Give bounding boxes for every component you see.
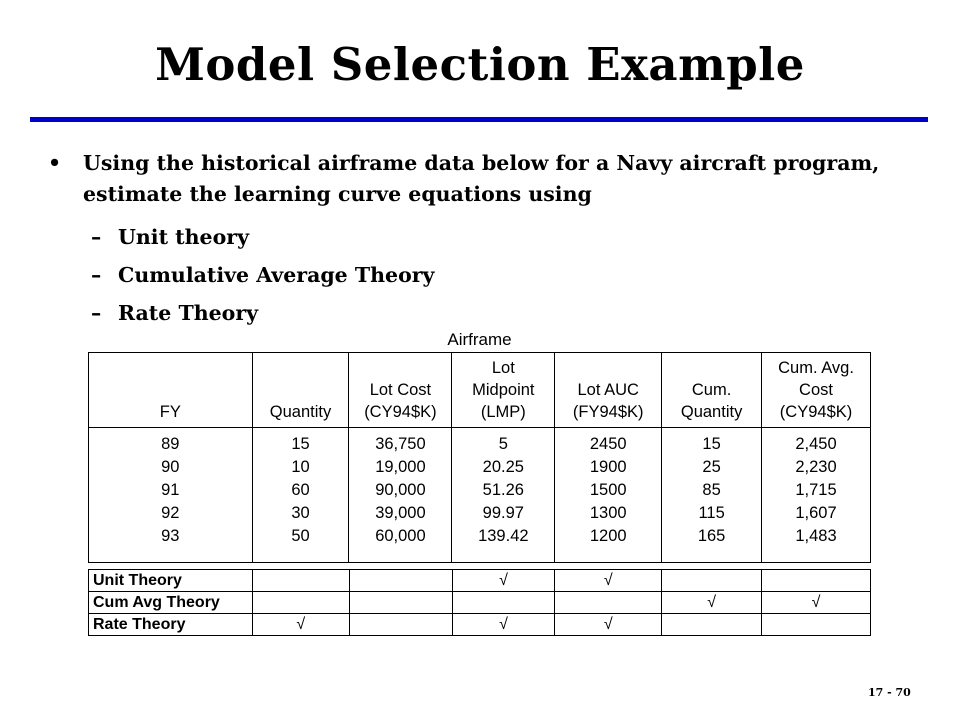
cell-lot-auc: 1200 bbox=[555, 525, 662, 563]
bullet-text: Using the historical airframe data below for a Navy aircraft program, estimate the learning curve equations using bbox=[83, 151, 880, 206]
cell-cum-quantity: 165 bbox=[662, 525, 762, 563]
theory-cell: √ bbox=[252, 614, 349, 636]
page-number: 17 - 70 bbox=[868, 686, 911, 699]
cell-lot-auc: 1300 bbox=[555, 502, 662, 525]
cell-quantity: 50 bbox=[252, 525, 349, 563]
bullet-item bbox=[48, 148, 928, 210]
header-quantity: Quantity bbox=[252, 353, 349, 428]
theory-label: Cum Avg Theory bbox=[89, 592, 253, 614]
cell-lot-cost: 36,750 bbox=[349, 428, 452, 457]
header-lot-auc: Lot AUC (FY94$K) bbox=[555, 353, 662, 428]
theory-cell bbox=[662, 614, 762, 636]
cell-lot-midpoint: 139.42 bbox=[452, 525, 555, 563]
theory-cell bbox=[762, 614, 871, 636]
bullet-marker: • bbox=[48, 151, 62, 175]
table-row bbox=[89, 456, 871, 479]
table-row bbox=[89, 479, 871, 502]
theory-cell bbox=[762, 570, 871, 592]
table-row bbox=[89, 502, 871, 525]
cell-cum-quantity: 115 bbox=[662, 502, 762, 525]
theory-cell bbox=[662, 570, 762, 592]
cell-lot-cost: 39,000 bbox=[349, 502, 452, 525]
cell-cum-avg-cost: 2,450 bbox=[762, 428, 871, 457]
theory-cell bbox=[452, 592, 555, 614]
theory-cell: √ bbox=[762, 592, 871, 614]
theory-cell bbox=[252, 570, 349, 592]
cell-quantity: 15 bbox=[252, 428, 349, 457]
sub-item-label: Cumulative Average Theory bbox=[118, 263, 435, 287]
cell-lot-midpoint: 5 bbox=[452, 428, 555, 457]
theory-cell bbox=[349, 570, 452, 592]
cell-fy: 92 bbox=[161, 504, 180, 522]
theory-row-cum-avg bbox=[89, 592, 871, 614]
airframe-data-table bbox=[88, 352, 871, 563]
sub-item-rate-theory bbox=[48, 294, 928, 332]
cell-lot-cost: 90,000 bbox=[349, 479, 452, 502]
cell-cum-quantity: 85 bbox=[662, 479, 762, 502]
theory-cell bbox=[252, 592, 349, 614]
cell-lot-auc: 1900 bbox=[555, 456, 662, 479]
theory-label: Rate Theory bbox=[89, 614, 253, 636]
header-fy: FY bbox=[89, 353, 253, 428]
header-cum-quantity: Cum. Quantity bbox=[662, 353, 762, 428]
theory-cell bbox=[349, 614, 452, 636]
bullet-list bbox=[48, 148, 928, 332]
table-row bbox=[89, 428, 871, 457]
theory-cell: √ bbox=[662, 592, 762, 614]
theory-cell bbox=[349, 592, 452, 614]
slide-title: Model Selection Example bbox=[155, 38, 805, 91]
cell-lot-cost: 60,000 bbox=[349, 525, 452, 563]
table-row bbox=[89, 525, 871, 563]
cell-fy: 90 bbox=[161, 458, 180, 476]
cell-quantity: 10 bbox=[252, 456, 349, 479]
cell-cum-avg-cost: 2,230 bbox=[762, 456, 871, 479]
theory-row-rate bbox=[89, 614, 871, 636]
sub-marker: – bbox=[91, 225, 102, 249]
cell-quantity: 30 bbox=[252, 502, 349, 525]
table-header-row bbox=[89, 353, 871, 428]
sub-marker: – bbox=[91, 263, 102, 287]
theory-cell: √ bbox=[452, 614, 555, 636]
cell-cum-avg-cost: 1,483 bbox=[762, 525, 871, 563]
table-caption: Airframe bbox=[447, 330, 512, 349]
header-lot-midpoint: Lot Midpoint (LMP) bbox=[452, 353, 555, 428]
cell-quantity: 60 bbox=[252, 479, 349, 502]
title-underline bbox=[30, 117, 928, 122]
sub-item-cum-avg-theory bbox=[48, 256, 928, 294]
sub-marker: – bbox=[91, 301, 102, 325]
cell-fy: 91 bbox=[161, 481, 180, 499]
theory-label: Unit Theory bbox=[89, 570, 253, 592]
cell-lot-midpoint: 99.97 bbox=[452, 502, 555, 525]
cell-fy: 89 bbox=[161, 435, 180, 453]
sub-item-label: Unit theory bbox=[118, 225, 249, 249]
cell-cum-quantity: 15 bbox=[662, 428, 762, 457]
cell-lot-auc: 2450 bbox=[555, 428, 662, 457]
cell-cum-quantity: 25 bbox=[662, 456, 762, 479]
theory-cell: √ bbox=[452, 570, 555, 592]
cell-lot-auc: 1500 bbox=[555, 479, 662, 502]
theory-row-unit bbox=[89, 570, 871, 592]
cell-lot-midpoint: 51.26 bbox=[452, 479, 555, 502]
theory-cell: √ bbox=[555, 570, 662, 592]
cell-cum-avg-cost: 1,715 bbox=[762, 479, 871, 502]
cell-lot-midpoint: 20.25 bbox=[452, 456, 555, 479]
theory-table bbox=[88, 569, 871, 636]
header-lot-cost: Lot Cost (CY94$K) bbox=[349, 353, 452, 428]
sub-item-label: Rate Theory bbox=[118, 301, 259, 325]
cell-cum-avg-cost: 1,607 bbox=[762, 502, 871, 525]
cell-lot-cost: 19,000 bbox=[349, 456, 452, 479]
cell-fy: 93 bbox=[161, 527, 180, 545]
sub-item-unit-theory bbox=[48, 218, 928, 256]
theory-cell: √ bbox=[555, 614, 662, 636]
header-cum-avg-cost: Cum. Avg. Cost (CY94$K) bbox=[762, 353, 871, 428]
theory-cell bbox=[555, 592, 662, 614]
